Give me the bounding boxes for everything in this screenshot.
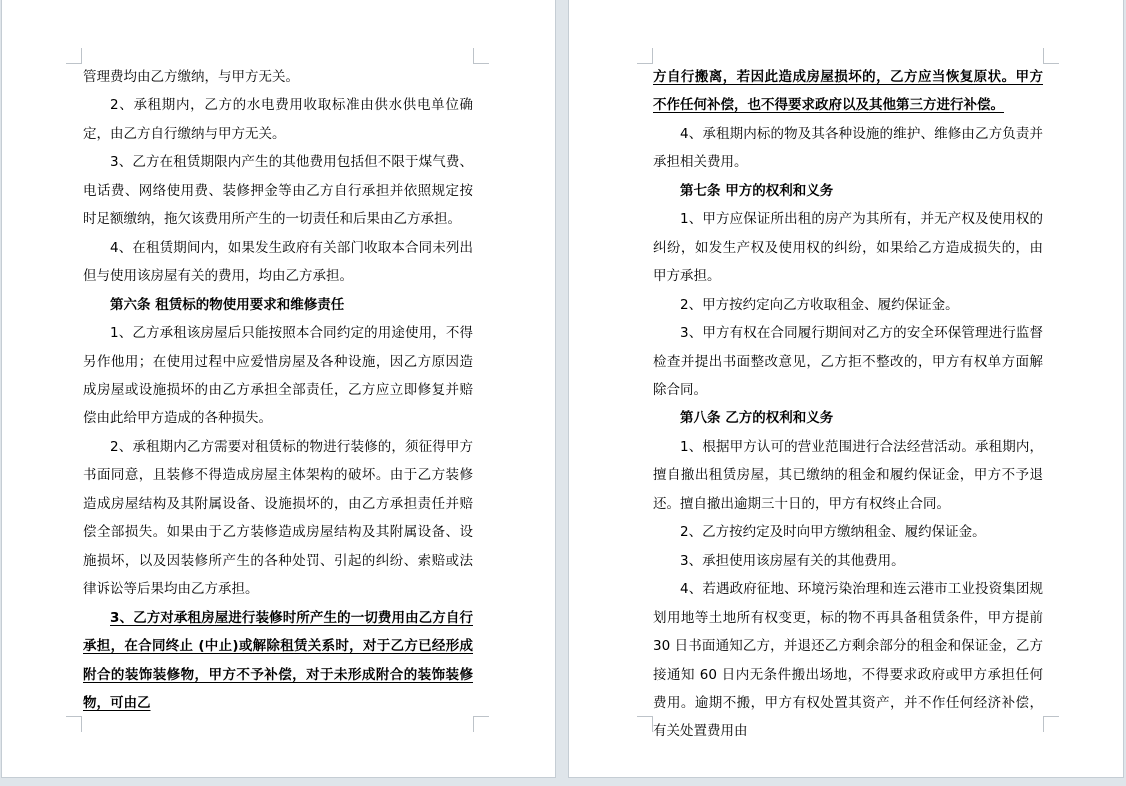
paragraph[interactable]: 3、承担使用该房屋有关的其他费用。: [680, 552, 905, 569]
bold-underlined-clause[interactable]: 3、乙方对承租房屋进行装修时所产生的一切费用由乙方自行承担，在合同终止 (中止)或解除租赁关系时，对于乙方已经形成附合的装饰装修物，甲方不予补偿，对于未形成附合的装饰装修物，可由乙: [83, 609, 473, 711]
section-heading-clause-6[interactable]: 第六条 租赁标的物使用要求和维修责任: [110, 296, 345, 313]
page-1[interactable]: [1, 0, 556, 778]
margin-mark-bottom-right-icon: [1043, 716, 1059, 732]
paragraph[interactable]: 1、甲方应保证所出租的房产为其所有，并无产权及使用权的纠纷，如发生产权及使用权的纠纷，如果给乙方造成损失的，由甲方承担。: [653, 211, 1043, 285]
paragraph[interactable]: 3、甲方有权在合同履行期间对乙方的安全环保管理进行监督检查并提出书面整改意见，乙方拒不整改的，甲方有权单方面解除合同。: [653, 325, 1043, 398]
paragraph[interactable]: 4、在租赁期间内，如果发生政府有关部门收取本合同未列出但与使用该房屋有关的费用，均由乙方承担。: [83, 239, 473, 285]
margin-mark-top-right-icon: [473, 48, 489, 64]
section-heading-clause-8[interactable]: 第八条 乙方的权利和义务: [680, 410, 834, 427]
margin-mark-top-left-icon: [66, 48, 82, 64]
page-1-text-area: [83, 63, 473, 717]
paragraph[interactable]: 3、乙方在租赁期限内产生的其他费用包括但不限于煤气费、电话费、网络使用费、装修押金等由乙方自行承担并依照规定按时足额缴纳，拖欠该费用所产生的一切责任和后果由乙方承担。: [83, 154, 473, 228]
paragraph[interactable]: 2、乙方按约定及时向甲方缴纳租金、履约保证金。: [680, 524, 986, 541]
page-2-text-area: [653, 63, 1043, 746]
paragraph[interactable]: 2、承租期内，乙方的水电费用收取标准由供水供电单位确定，由乙方自行缴纳与甲方无关。: [83, 97, 473, 142]
page-2[interactable]: [568, 0, 1124, 778]
paragraph[interactable]: 1、根据甲方认可的营业范围进行合法经营活动。承租期内，擅自撤出租赁房屋，其已缴纳的租金和履约保证金，甲方不予退还。擅自撤出逾期三十日的，甲方有权终止合同。: [653, 438, 1043, 512]
margin-mark-top-left-icon: [637, 48, 653, 64]
bold-underlined-clause-continuation[interactable]: 方自行搬离，若因此造成房屋损坏的，乙方应当恢复原状。甲方不作任何补偿，也不得要求政府以及其他第三方进行补偿。: [653, 69, 1043, 114]
margin-mark-bottom-left-icon: [637, 716, 653, 732]
margin-mark-bottom-right-icon: [473, 716, 489, 732]
paragraph[interactable]: 4、承租期内标的物及其各种设施的维护、维修由乙方负责并承担相关费用。: [653, 125, 1043, 171]
paragraph[interactable]: 4、若遇政府征地、环境污染治理和连云港市工业投资集团规划用地等土地所有权变更，标的物不再具备租赁条件，甲方提前 30 日书面通知乙方，并退还乙方剩余部分的租金和保证金，乙方接通知 60 日内无条件搬出场地，不得要求政府或甲方承担任何费用。逾期不搬，甲方有权处置其资产，并不作任何经济补偿，有关处置费用由: [653, 581, 1043, 740]
margin-mark-bottom-left-icon: [66, 716, 82, 732]
margin-mark-top-right-icon: [1043, 48, 1059, 64]
paragraph[interactable]: 2、承租期内乙方需要对租赁标的物进行装修的，须征得甲方书面同意，且装修不得造成房屋主体架构的破坏。由于乙方装修造成房屋结构及其附属设备、设施损坏的，由乙方承担责任并赔偿全部损失。如果由于乙方装修造成房屋结构及其附属设备、设施损坏，以及因装修所产生的各种处罚、引起的纠纷、索赔或法律诉讼等后果均由乙方承担。: [83, 438, 473, 598]
paragraph[interactable]: 2、甲方按约定向乙方收取租金、履约保证金。: [680, 296, 959, 313]
section-heading-clause-7[interactable]: 第七条 甲方的权利和义务: [680, 182, 834, 199]
paragraph-continuation[interactable]: 管理费均由乙方缴纳，与甲方无关。: [83, 69, 299, 85]
paragraph[interactable]: 1、乙方承租该房屋后只能按照本合同约定的用途使用，不得另作他用；在使用过程中应爱惜房屋及各种设施，因乙方原因造成房屋或设施损坏的由乙方承担全部责任，乙方应立即修复并赔偿由此给甲方造成的各种损失。: [83, 325, 473, 427]
